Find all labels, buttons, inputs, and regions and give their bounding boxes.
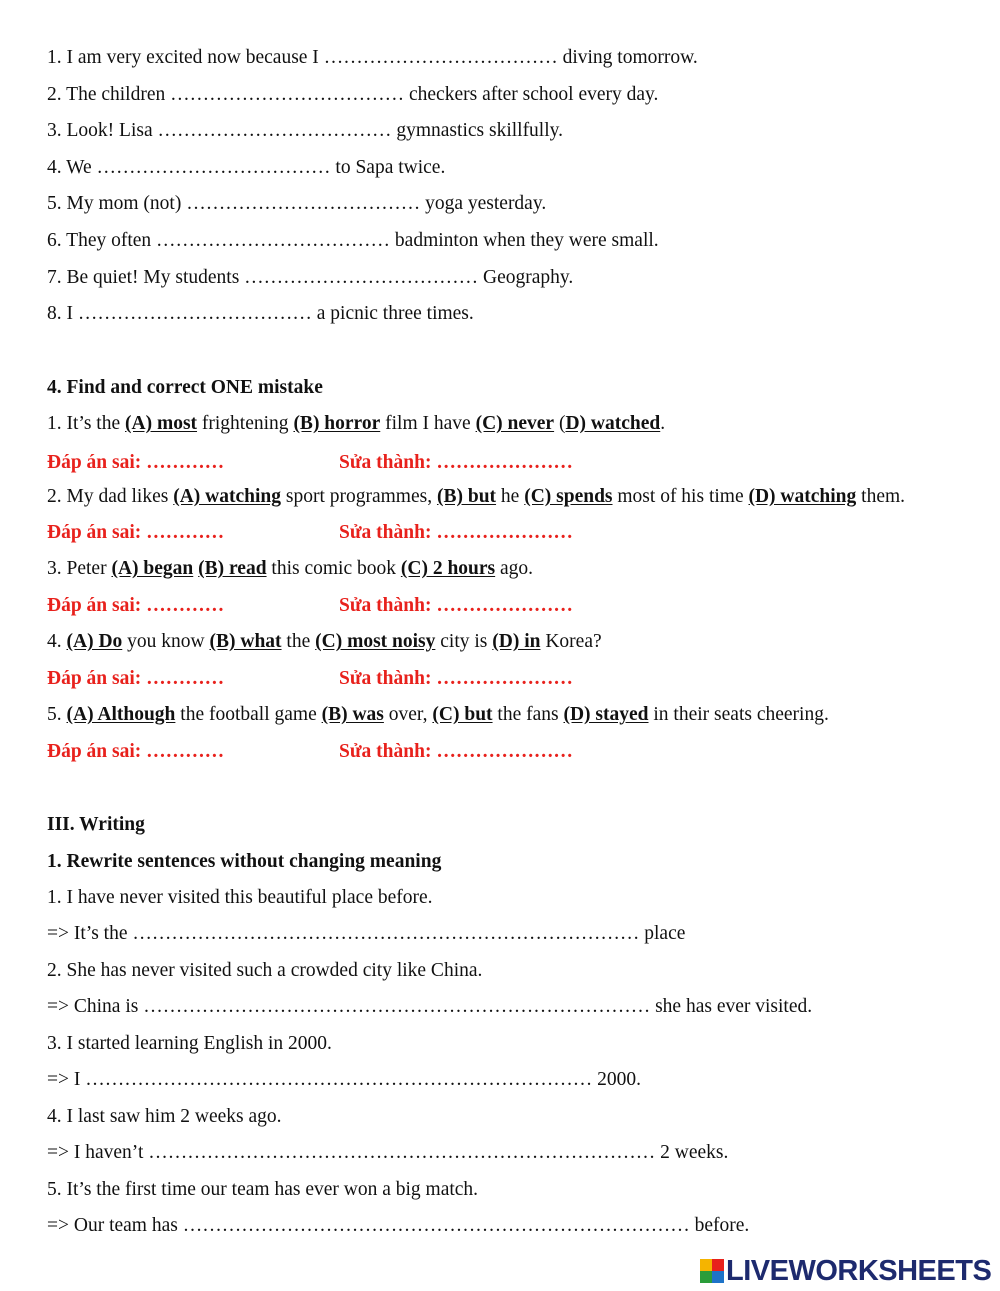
exercise-line: 8. I ……………………………… a picnic three times. (47, 303, 474, 324)
answer-blank[interactable]: ……………………………… (96, 157, 331, 178)
answer-blank[interactable]: …………………………………………………………………… (148, 1142, 656, 1163)
correction-field[interactable]: Sửa thành: ………………… (339, 668, 573, 689)
answer-blank[interactable]: …………………………………………………………………… (143, 996, 651, 1017)
wrong-answer-field[interactable]: Đáp án sai: ………… (47, 741, 225, 762)
rewrite-answer-line: => China is …………………………………………………………………… she has ever visited. (47, 996, 813, 1017)
exercise-line: 3. Look! Lisa ……………………………… gymnastics skillfully. (47, 120, 564, 141)
mistake-question: 2. My dad likes (A) watching sport programmes, (B) but he (C) spends most of his time (D) watching them. (47, 486, 906, 507)
wrong-answer-field[interactable]: Đáp án sai: ………… (47, 668, 225, 689)
section-heading: III. Writing (47, 814, 145, 835)
exercise-line: 5. My mom (not) ……………………………… yoga yesterday. (47, 193, 547, 214)
answer-blank[interactable]: ……………………………… (244, 267, 479, 288)
exercise-line: 7. Be quiet! My students ……………………………… Geography. (47, 267, 574, 288)
answer-blank[interactable]: …………………………………………………………………… (182, 1215, 690, 1236)
answer-blank[interactable]: ……………………………… (156, 230, 391, 251)
correction-field[interactable]: Sửa thành: ………………… (339, 452, 573, 473)
correction-field[interactable]: Sửa thành: ………………… (339, 522, 573, 543)
answer-blank[interactable]: ……………………………… (77, 303, 312, 324)
answer-blank[interactable]: …………………………………………………………………… (132, 923, 640, 944)
rewrite-prompt: 2. She has never visited such a crowded city like China. (47, 960, 483, 981)
wrong-answer-field[interactable]: Đáp án sai: ………… (47, 452, 225, 473)
mistake-question: 5. (A) Although the football game (B) was over, (C) but the fans (D) stayed in their seats cheering. (47, 704, 829, 725)
section-subheading: 1. Rewrite sentences without changing meaning (47, 851, 442, 872)
rewrite-prompt: 1. I have never visited this beautiful place before. (47, 887, 433, 908)
answer-blank[interactable]: ……………………………… (157, 120, 392, 141)
exercise-line: 2. The children ……………………………… checkers after school every day. (47, 84, 659, 105)
answer-blank[interactable]: ……………………………… (170, 84, 405, 105)
answer-blank[interactable]: ……………………………… (323, 47, 558, 68)
rewrite-prompt: 5. It’s the first time our team has ever won a big match. (47, 1179, 479, 1200)
liveworksheets-logo (700, 1256, 991, 1286)
mistake-question: 4. (A) Do you know (B) what the (C) most noisy city is (D) in Korea? (47, 631, 602, 652)
rewrite-prompt: 3. I started learning English in 2000. (47, 1033, 332, 1054)
correction-field[interactable]: Sửa thành: ………………… (339, 595, 573, 616)
answer-blank[interactable]: ……………………………… (186, 193, 421, 214)
rewrite-answer-line: => I haven’t …………………………………………………………………… 2 weeks. (47, 1142, 729, 1163)
mistake-question: 1. It’s the (A) most frightening (B) horror film I have (C) never (D) watched. (47, 413, 666, 434)
rewrite-answer-line: => It’s the …………………………………………………………………… place (47, 923, 686, 944)
exercise-line: 4. We ……………………………… to Sapa twice. (47, 157, 446, 178)
liveworksheets-wordmark: LIVEWORKSHEETS (726, 1254, 992, 1287)
liveworksheets-logo-icon (700, 1259, 724, 1283)
rewrite-answer-line: => Our team has …………………………………………………………………… before. (47, 1215, 750, 1236)
answer-blank[interactable]: …………………………………………………………………… (85, 1069, 593, 1090)
wrong-answer-field[interactable]: Đáp án sai: ………… (47, 595, 225, 616)
rewrite-prompt: 4. I last saw him 2 weeks ago. (47, 1106, 282, 1127)
exercise-line: 1. I am very excited now because I ……………………………… diving tomorrow. (47, 47, 698, 68)
correction-field[interactable]: Sửa thành: ………………… (339, 741, 573, 762)
wrong-answer-field[interactable]: Đáp án sai: ………… (47, 522, 225, 543)
section-heading: 4. Find and correct ONE mistake (47, 377, 323, 398)
mistake-question: 3. Peter (A) began (B) read this comic book (C) 2 hours ago. (47, 558, 534, 579)
rewrite-answer-line: => I …………………………………………………………………… 2000. (47, 1069, 641, 1090)
exercise-line: 6. They often ……………………………… badminton when they were small. (47, 230, 659, 251)
